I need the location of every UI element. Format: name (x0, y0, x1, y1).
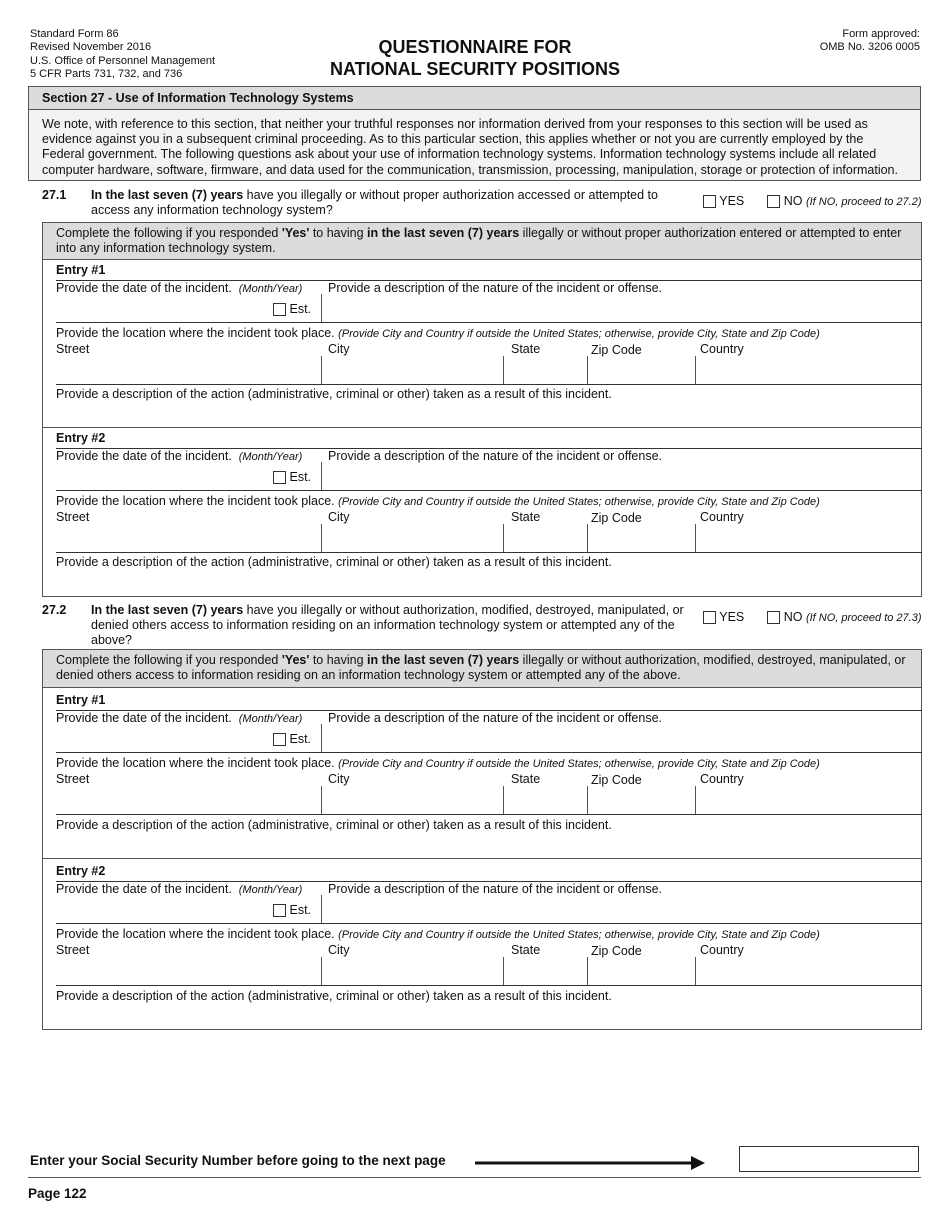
question-text-27-2 (91, 603, 686, 648)
divider (56, 490, 922, 491)
street-label: Street (56, 510, 90, 524)
entry-label: Entry #1 (56, 263, 106, 277)
city-label: City (328, 772, 350, 786)
country-label: Country (700, 342, 744, 356)
nature-label: Provide a description of the nature of the incident or offense. (328, 449, 663, 463)
question-body: have you illegally or without proper authorization accessed or attempted to access any information technology system? (91, 188, 658, 217)
divider (503, 957, 504, 985)
entry-label: Entry #2 (56, 431, 106, 445)
state-label: State (511, 510, 541, 524)
no-hint: (If NO, proceed to 27.2) (805, 196, 922, 208)
zip-label: Zip Code (591, 773, 642, 787)
footer-divider (28, 1177, 921, 1178)
no-checkbox[interactable] (767, 611, 780, 624)
form-cfr: 5 CFR Parts 731, 732, and 736 (30, 68, 183, 81)
divider (321, 294, 322, 322)
divider (587, 786, 588, 814)
estimate-group: Est. (273, 903, 311, 917)
country-label: Country (700, 772, 744, 786)
estimate-group: Est. (273, 732, 311, 746)
action-label: Provide a description of the action (administrative, criminal or other) taken as a result of this incident. (56, 818, 612, 832)
no-checkbox[interactable] (767, 195, 780, 208)
divider (56, 923, 922, 924)
zip-label: Zip Code (591, 944, 642, 958)
approval-line-2: OMB No. 3206 0005 (819, 41, 920, 54)
divider (321, 356, 322, 384)
ssn-prompt: Enter your Social Security Number before going to the next page (30, 1153, 446, 1168)
action-label: Provide a description of the action (administrative, criminal or other) taken as a result of this incident. (56, 555, 612, 569)
location-label: Provide the location where the incident took place. (Provide City and Country if outside the United States; otherwise, provide City, State and Zip Code) (56, 326, 820, 340)
state-label: State (511, 342, 541, 356)
title-line-2: NATIONAL SECURITY POSITIONS (329, 59, 621, 79)
divider (695, 786, 696, 814)
page-number: Page 122 (28, 1186, 87, 1201)
street-label: Street (56, 943, 90, 957)
question-body: have you illegally or without authorization, modified, destroyed, manipulated, or denied others access to information residing on an information technology system or attempted any of the above? (91, 603, 684, 647)
instruction-text: to having (309, 226, 368, 240)
entry-27-1-2 (42, 428, 922, 597)
arrow-right-icon (475, 1155, 705, 1171)
divider (587, 356, 588, 384)
section-intro: We note, with reference to this section, that neither your truthful responses nor information derived from your responses to this section will be used as evidence against you in a subsequent criminal proceeding. As to this particular section, this applies whether or not you are currently employed by the Federal government. The following questions ask about your use of information technology systems. Information technology systems include all related computer hardware, software, firmware, and data used for the communication, transmission, processing, manipulation, storage or protection of information. (28, 110, 921, 181)
entry-27-2-1 (42, 688, 922, 859)
country-label: Country (700, 943, 744, 957)
state-label: State (511, 943, 541, 957)
form-number: Standard Form 86 (30, 28, 119, 40)
no-hint: (If NO, proceed to 27.3) (805, 612, 922, 624)
country-label: Country (700, 510, 744, 524)
answer-group-27-2 (703, 610, 922, 624)
nature-label: Provide a description of the nature of the incident or offense. (328, 281, 663, 295)
nature-label: Provide a description of the nature of the incident or offense. (328, 711, 663, 725)
zip-label: Zip Code (591, 511, 642, 525)
question-emphasis: In the last seven (7) years (91, 188, 244, 202)
approval-line-1: Form approved: (842, 28, 920, 40)
divider (695, 957, 696, 985)
no-label: NO (783, 194, 803, 208)
form-agency: U.S. Office of Personnel Management (30, 54, 216, 67)
yes-checkbox[interactable] (703, 195, 716, 208)
divider (503, 356, 504, 384)
divider (695, 356, 696, 384)
street-label: Street (56, 342, 90, 356)
question-text-27-1 (91, 188, 671, 218)
entry-label: Entry #2 (56, 864, 106, 878)
form-approval (820, 28, 920, 55)
location-label: Provide the location where the incident took place. (Provide City and Country if outside the United States; otherwise, provide City, State and Zip Code) (56, 494, 820, 508)
no-label: NO (783, 610, 803, 624)
action-label: Provide a description of the action (administrative, criminal or other) taken as a result of this incident. (56, 989, 612, 1003)
ssn-input[interactable] (739, 1146, 919, 1172)
divider (56, 552, 922, 553)
divider (56, 985, 922, 986)
entry-label: Entry #1 (56, 693, 106, 707)
complete-instructions-27-2 (42, 649, 922, 688)
divider (321, 462, 322, 490)
instruction-emphasis: in the last seven (7) years (367, 653, 520, 667)
city-label: City (328, 342, 350, 356)
section-title: Section 27 - Use of Information Technology Systems (28, 86, 921, 110)
nature-label: Provide a description of the nature of the incident or offense. (328, 882, 663, 896)
location-label: Provide the location where the incident took place. (Provide City and Country if outside the United States; otherwise, provide City, State and Zip Code) (56, 756, 820, 770)
entry-27-2-2 (42, 859, 922, 1030)
est-checkbox[interactable] (273, 904, 286, 917)
instruction-text: illegally or without authorization, modified, destroyed, manipulated, or denied others access to information residing on an information technology system or attempted any of the above. (56, 653, 906, 682)
estimate-group: Est. (273, 302, 311, 316)
divider (321, 895, 322, 923)
zip-label: Zip Code (591, 343, 642, 357)
instruction-text: to having (309, 653, 368, 667)
divider (56, 814, 922, 815)
divider (321, 786, 322, 814)
answer-group-27-1 (703, 194, 922, 208)
form-revision: Revised November 2016 (30, 41, 152, 54)
divider (321, 524, 322, 552)
question-number-27-2: 27.2 (42, 603, 67, 617)
divider (503, 524, 504, 552)
divider (56, 384, 922, 385)
yes-checkbox[interactable] (703, 611, 716, 624)
date-label: Provide the date of the incident. (Month/Year) (56, 882, 303, 896)
date-label: Provide the date of the incident. (Month/Year) (56, 711, 303, 725)
date-label: Provide the date of the incident. (Month/Year) (56, 449, 303, 463)
action-label: Provide a description of the action (administrative, criminal or other) taken as a result of this incident. (56, 387, 612, 401)
location-label: Provide the location where the incident took place. (Provide City and Country if outside the United States; otherwise, provide City, State and Zip Code) (56, 927, 820, 941)
complete-instructions-27-1 (42, 222, 922, 260)
divider (503, 786, 504, 814)
city-label: City (328, 510, 350, 524)
divider (695, 524, 696, 552)
instruction-text: Complete the following if you responded (56, 653, 282, 667)
divider (56, 752, 922, 753)
instruction-yes: 'Yes' (281, 226, 310, 240)
yes-label: YES (719, 610, 745, 624)
divider (587, 524, 588, 552)
city-label: City (328, 943, 350, 957)
date-label: Provide the date of the incident. (Month/Year) (56, 281, 303, 295)
state-label: State (511, 772, 541, 786)
est-checkbox[interactable] (273, 733, 286, 746)
entry-27-1-1 (42, 260, 922, 428)
title-line-1: QUESTIONNAIRE FOR (378, 37, 572, 57)
divider (321, 724, 322, 752)
estimate-group: Est. (273, 470, 311, 484)
instruction-text: Complete the following if you responded (56, 226, 282, 240)
page-title (0, 36, 950, 80)
divider (56, 322, 922, 323)
instruction-yes: 'Yes' (281, 653, 310, 667)
yes-label: YES (719, 194, 745, 208)
est-checkbox[interactable] (273, 303, 286, 316)
est-checkbox[interactable] (273, 471, 286, 484)
question-number-27-1: 27.1 (42, 188, 67, 202)
street-label: Street (56, 772, 90, 786)
instruction-emphasis: in the last seven (7) years (367, 226, 520, 240)
divider (587, 957, 588, 985)
instruction-text: illegally or without proper authorization entered or attempted to enter into any information technology system. (56, 226, 902, 255)
divider (321, 957, 322, 985)
question-emphasis: In the last seven (7) years (91, 603, 244, 617)
